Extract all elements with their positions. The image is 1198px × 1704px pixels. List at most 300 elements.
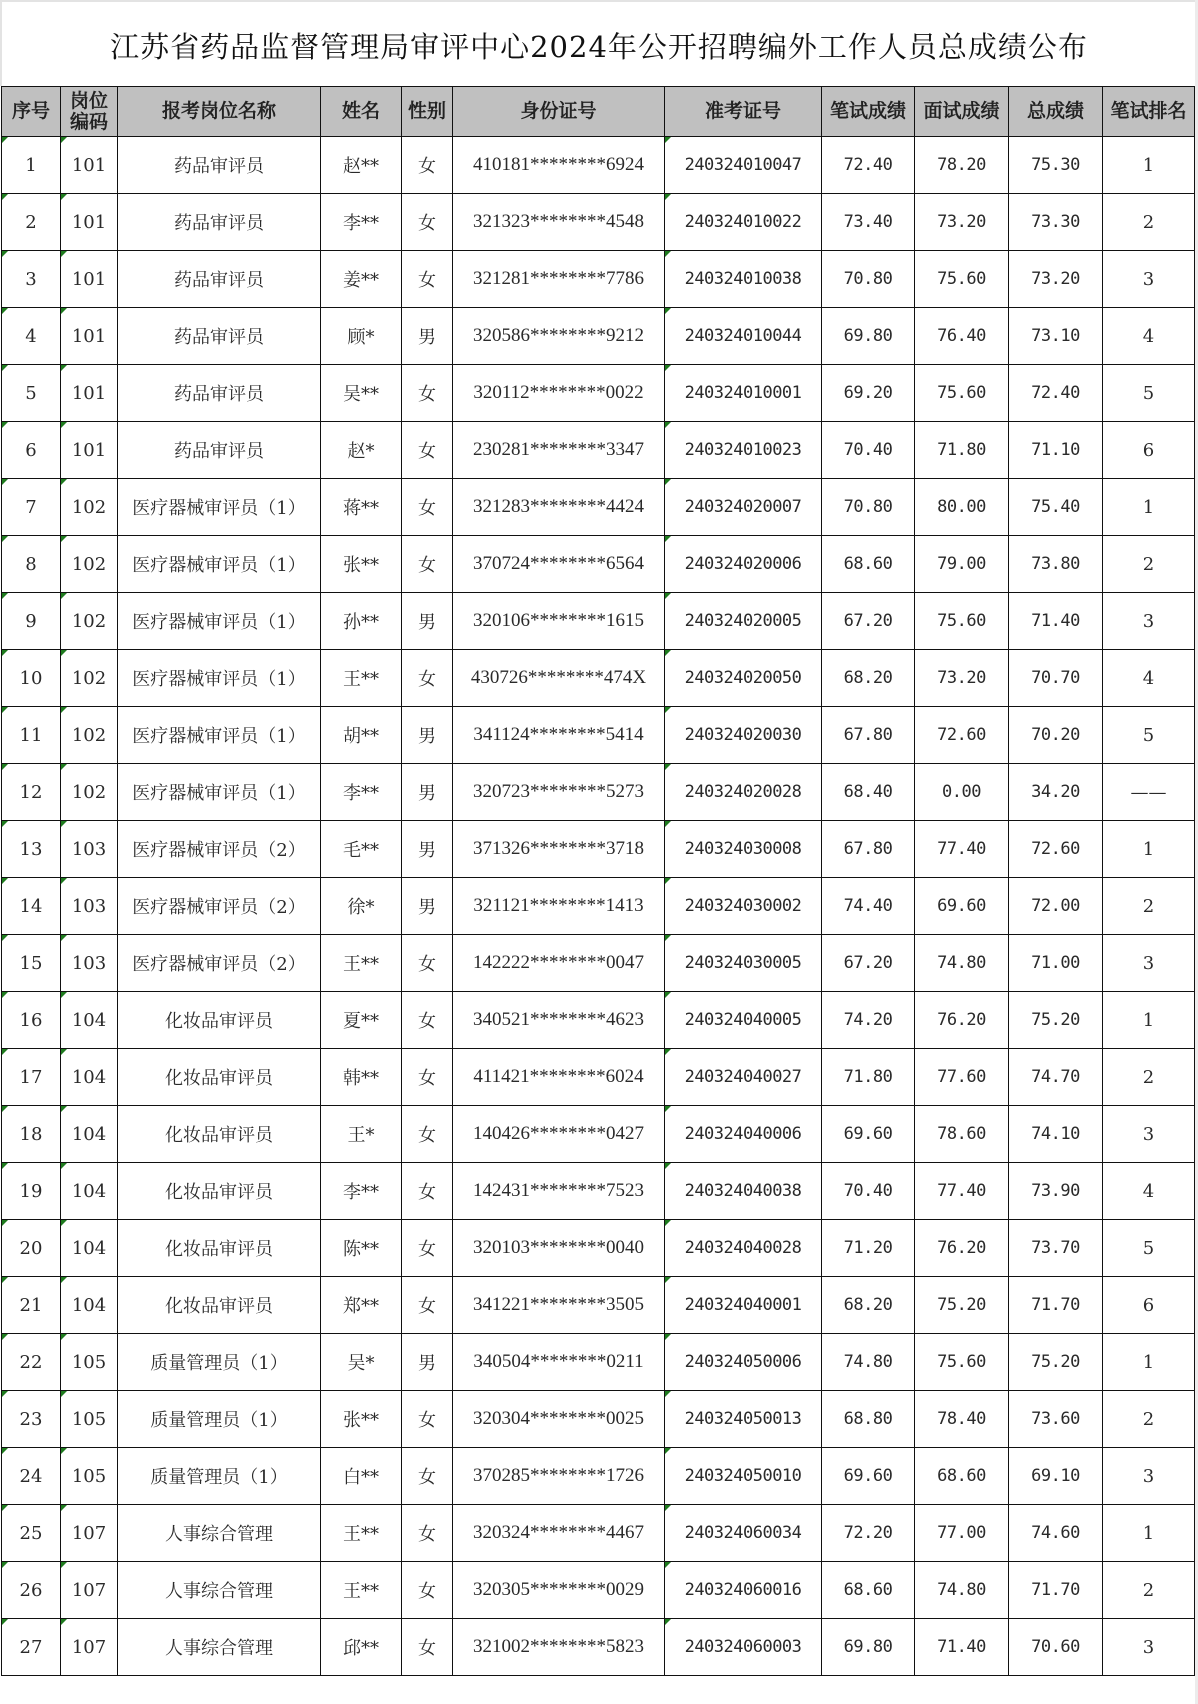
cell-interview-score[interactable]: 76.40 [915,308,1009,365]
cell-name[interactable]: 姜** [321,251,402,308]
cell-written-score[interactable]: 68.60 [822,1562,915,1619]
cell-position-name[interactable]: 化妆品审评员 [118,1049,321,1106]
cell-written-score[interactable]: 74.40 [822,878,915,935]
cell-written-rank[interactable]: 3 [1103,251,1195,308]
cell-gender[interactable]: 女 [402,1391,453,1448]
cell-ticket-number[interactable]: 240324050010 [665,1448,822,1505]
cell-written-score[interactable]: 68.40 [822,764,915,821]
cell-name[interactable]: 韩** [321,1049,402,1106]
cell-written-score[interactable]: 71.80 [822,1049,915,1106]
cell-interview-score[interactable]: 73.20 [915,650,1009,707]
cell-name[interactable]: 李** [321,1163,402,1220]
cell-position-name[interactable]: 医疗器械审评员（1） [118,764,321,821]
cell-position-name[interactable]: 质量管理员（1） [118,1391,321,1448]
cell-ticket-number[interactable]: 240324050006 [665,1334,822,1391]
cell-gender[interactable]: 女 [402,536,453,593]
cell-gender[interactable]: 女 [402,1448,453,1505]
cell-written-rank[interactable]: 2 [1103,194,1195,251]
cell-gender[interactable]: 女 [402,935,453,992]
cell-total-score[interactable]: 71.00 [1009,935,1103,992]
cell-position-code[interactable]: 107 [61,1505,118,1562]
cell-written-rank[interactable]: 1 [1103,1505,1195,1562]
cell-total-score[interactable]: 72.40 [1009,365,1103,422]
cell-written-score[interactable]: 68.20 [822,1277,915,1334]
cell-gender[interactable]: 女 [402,422,453,479]
cell-position-name[interactable]: 人事综合管理 [118,1562,321,1619]
cell-position-name[interactable]: 药品审评员 [118,422,321,479]
cell-interview-score[interactable]: 68.60 [915,1448,1009,1505]
cell-seq[interactable]: 14 [2,878,61,935]
cell-name[interactable]: 王* [321,1106,402,1163]
cell-ticket-number[interactable]: 240324040005 [665,992,822,1049]
cell-gender[interactable]: 女 [402,365,453,422]
cell-written-rank[interactable]: 3 [1103,1106,1195,1163]
cell-written-score[interactable]: 67.80 [822,707,915,764]
cell-gender[interactable]: 男 [402,1334,453,1391]
cell-ticket-number[interactable]: 240324020030 [665,707,822,764]
cell-name[interactable]: 蒋** [321,479,402,536]
cell-seq[interactable]: 5 [2,365,61,422]
cell-position-name[interactable]: 化妆品审评员 [118,1106,321,1163]
cell-total-score[interactable]: 70.20 [1009,707,1103,764]
cell-position-code[interactable]: 104 [61,1106,118,1163]
cell-ticket-number[interactable]: 240324010023 [665,422,822,479]
cell-gender[interactable]: 男 [402,821,453,878]
cell-ticket-number[interactable]: 240324020006 [665,536,822,593]
cell-ticket-number[interactable]: 240324030002 [665,878,822,935]
header-ticket-number[interactable]: 准考证号 [665,87,822,137]
cell-id-number[interactable]: 320304********0025 [453,1391,665,1448]
cell-position-code[interactable]: 102 [61,707,118,764]
cell-seq[interactable]: 4 [2,308,61,365]
cell-position-code[interactable]: 102 [61,593,118,650]
cell-name[interactable]: 吴** [321,365,402,422]
cell-written-score[interactable]: 74.20 [822,992,915,1049]
cell-ticket-number[interactable]: 240324010044 [665,308,822,365]
cell-written-score[interactable]: 71.20 [822,1220,915,1277]
cell-interview-score[interactable]: 78.20 [915,137,1009,194]
cell-interview-score[interactable]: 79.00 [915,536,1009,593]
cell-total-score[interactable]: 73.20 [1009,251,1103,308]
header-written-rank[interactable]: 笔试排名 [1103,87,1195,137]
cell-position-name[interactable]: 药品审评员 [118,251,321,308]
cell-seq[interactable]: 27 [2,1619,61,1676]
cell-total-score[interactable]: 73.80 [1009,536,1103,593]
cell-name[interactable]: 张** [321,1391,402,1448]
cell-total-score[interactable]: 75.30 [1009,137,1103,194]
cell-ticket-number[interactable]: 240324040001 [665,1277,822,1334]
cell-position-name[interactable]: 质量管理员（1） [118,1448,321,1505]
cell-name[interactable]: 徐* [321,878,402,935]
cell-ticket-number[interactable]: 240324060034 [665,1505,822,1562]
cell-id-number[interactable]: 320586********9212 [453,308,665,365]
cell-interview-score[interactable]: 0.00 [915,764,1009,821]
cell-interview-score[interactable]: 76.20 [915,1220,1009,1277]
cell-written-score[interactable]: 67.20 [822,935,915,992]
cell-id-number[interactable]: 321283********4424 [453,479,665,536]
cell-written-score[interactable]: 74.80 [822,1334,915,1391]
cell-written-rank[interactable]: 3 [1103,1619,1195,1676]
header-interview-score[interactable]: 面试成绩 [915,87,1009,137]
cell-ticket-number[interactable]: 240324010022 [665,194,822,251]
cell-seq[interactable]: 25 [2,1505,61,1562]
cell-interview-score[interactable]: 74.80 [915,1562,1009,1619]
cell-total-score[interactable]: 34.20 [1009,764,1103,821]
cell-position-code[interactable]: 105 [61,1334,118,1391]
cell-id-number[interactable]: 321002********5823 [453,1619,665,1676]
cell-written-rank[interactable]: —— [1103,764,1195,821]
cell-interview-score[interactable]: 69.60 [915,878,1009,935]
cell-total-score[interactable]: 70.60 [1009,1619,1103,1676]
cell-name[interactable]: 王** [321,1562,402,1619]
cell-name[interactable]: 吴* [321,1334,402,1391]
cell-total-score[interactable]: 71.10 [1009,422,1103,479]
cell-ticket-number[interactable]: 240324030008 [665,821,822,878]
cell-id-number[interactable]: 142431********7523 [453,1163,665,1220]
cell-gender[interactable]: 女 [402,1163,453,1220]
cell-seq[interactable]: 23 [2,1391,61,1448]
cell-ticket-number[interactable]: 240324050013 [665,1391,822,1448]
cell-position-name[interactable]: 医疗器械审评员（1） [118,479,321,536]
cell-position-code[interactable]: 107 [61,1619,118,1676]
cell-ticket-number[interactable]: 240324040038 [665,1163,822,1220]
cell-written-rank[interactable]: 3 [1103,935,1195,992]
cell-position-code[interactable]: 103 [61,935,118,992]
cell-gender[interactable]: 男 [402,593,453,650]
cell-total-score[interactable]: 69.10 [1009,1448,1103,1505]
cell-position-code[interactable]: 105 [61,1391,118,1448]
cell-interview-score[interactable]: 77.40 [915,1163,1009,1220]
cell-position-code[interactable]: 101 [61,308,118,365]
cell-position-code[interactable]: 104 [61,992,118,1049]
cell-id-number[interactable]: 340521********4623 [453,992,665,1049]
cell-position-name[interactable]: 质量管理员（1） [118,1334,321,1391]
cell-ticket-number[interactable]: 240324040028 [665,1220,822,1277]
cell-seq[interactable]: 18 [2,1106,61,1163]
cell-name[interactable]: 赵** [321,137,402,194]
cell-position-code[interactable]: 105 [61,1448,118,1505]
cell-seq[interactable]: 17 [2,1049,61,1106]
header-position-code[interactable] [61,87,118,137]
cell-gender[interactable]: 女 [402,1220,453,1277]
cell-interview-score[interactable]: 71.40 [915,1619,1009,1676]
cell-written-score[interactable]: 68.60 [822,536,915,593]
cell-position-code[interactable]: 101 [61,194,118,251]
cell-position-code[interactable]: 101 [61,137,118,194]
cell-position-name[interactable]: 医疗器械审评员（1） [118,707,321,764]
cell-position-code[interactable]: 101 [61,365,118,422]
cell-ticket-number[interactable]: 240324060003 [665,1619,822,1676]
cell-total-score[interactable]: 71.70 [1009,1562,1103,1619]
cell-written-score[interactable]: 70.80 [822,479,915,536]
cell-name[interactable]: 毛** [321,821,402,878]
cell-interview-score[interactable]: 77.40 [915,821,1009,878]
cell-position-name[interactable]: 人事综合管理 [118,1505,321,1562]
cell-id-number[interactable]: 340504********0211 [453,1334,665,1391]
cell-written-rank[interactable]: 2 [1103,1391,1195,1448]
cell-seq[interactable]: 13 [2,821,61,878]
cell-id-number[interactable]: 370724********6564 [453,536,665,593]
cell-interview-score[interactable]: 76.20 [915,992,1009,1049]
cell-name[interactable]: 张** [321,536,402,593]
cell-gender[interactable]: 女 [402,1049,453,1106]
cell-total-score[interactable]: 75.20 [1009,1334,1103,1391]
cell-written-rank[interactable]: 1 [1103,1334,1195,1391]
cell-id-number[interactable]: 370285********1726 [453,1448,665,1505]
cell-name[interactable]: 王** [321,1505,402,1562]
cell-written-rank[interactable]: 2 [1103,536,1195,593]
cell-written-rank[interactable]: 1 [1103,137,1195,194]
cell-written-rank[interactable]: 1 [1103,479,1195,536]
cell-position-code[interactable]: 104 [61,1220,118,1277]
cell-gender[interactable]: 女 [402,1505,453,1562]
cell-ticket-number[interactable]: 240324010001 [665,365,822,422]
cell-seq[interactable]: 19 [2,1163,61,1220]
cell-gender[interactable]: 女 [402,194,453,251]
cell-written-score[interactable]: 68.20 [822,650,915,707]
cell-written-rank[interactable]: 2 [1103,878,1195,935]
cell-total-score[interactable]: 73.90 [1009,1163,1103,1220]
cell-written-score[interactable]: 69.20 [822,365,915,422]
cell-gender[interactable]: 女 [402,479,453,536]
cell-seq[interactable]: 26 [2,1562,61,1619]
cell-position-name[interactable]: 医疗器械审评员（1） [118,536,321,593]
cell-written-rank[interactable]: 2 [1103,1562,1195,1619]
cell-position-name[interactable]: 医疗器械审评员（1） [118,593,321,650]
cell-seq[interactable]: 9 [2,593,61,650]
cell-written-rank[interactable]: 4 [1103,1163,1195,1220]
cell-id-number[interactable]: 320305********0029 [453,1562,665,1619]
cell-id-number[interactable]: 321121********1413 [453,878,665,935]
cell-seq[interactable]: 7 [2,479,61,536]
cell-total-score[interactable]: 74.70 [1009,1049,1103,1106]
cell-total-score[interactable]: 71.70 [1009,1277,1103,1334]
header-position-name[interactable]: 报考岗位名称 [118,87,321,137]
cell-id-number[interactable]: 371326********3718 [453,821,665,878]
cell-written-score[interactable]: 70.40 [822,1163,915,1220]
cell-id-number[interactable]: 341124********5414 [453,707,665,764]
cell-gender[interactable]: 女 [402,650,453,707]
cell-gender[interactable]: 女 [402,1562,453,1619]
cell-id-number[interactable]: 411421********6024 [453,1049,665,1106]
cell-interview-score[interactable]: 80.00 [915,479,1009,536]
cell-seq[interactable]: 3 [2,251,61,308]
cell-written-score[interactable]: 69.80 [822,1619,915,1676]
cell-ticket-number[interactable]: 240324040006 [665,1106,822,1163]
cell-position-code[interactable]: 103 [61,821,118,878]
header-seq[interactable]: 序号 [2,87,61,137]
cell-written-score[interactable]: 70.40 [822,422,915,479]
cell-gender[interactable]: 女 [402,1277,453,1334]
cell-position-name[interactable]: 化妆品审评员 [118,1220,321,1277]
header-id-number[interactable]: 身份证号 [453,87,665,137]
cell-name[interactable]: 王** [321,935,402,992]
cell-interview-score[interactable]: 75.20 [915,1277,1009,1334]
cell-written-score[interactable]: 68.80 [822,1391,915,1448]
cell-total-score[interactable]: 72.00 [1009,878,1103,935]
cell-ticket-number[interactable]: 240324020007 [665,479,822,536]
cell-gender[interactable]: 女 [402,137,453,194]
cell-seq[interactable]: 6 [2,422,61,479]
cell-written-rank[interactable]: 6 [1103,1277,1195,1334]
cell-total-score[interactable]: 73.70 [1009,1220,1103,1277]
cell-interview-score[interactable]: 77.00 [915,1505,1009,1562]
cell-interview-score[interactable]: 75.60 [915,593,1009,650]
cell-ticket-number[interactable]: 240324040027 [665,1049,822,1106]
cell-ticket-number[interactable]: 240324020050 [665,650,822,707]
cell-name[interactable]: 顾* [321,308,402,365]
cell-seq[interactable]: 16 [2,992,61,1049]
cell-total-score[interactable]: 70.70 [1009,650,1103,707]
cell-position-name[interactable]: 化妆品审评员 [118,1277,321,1334]
cell-written-score[interactable]: 67.80 [822,821,915,878]
cell-gender[interactable]: 男 [402,308,453,365]
cell-ticket-number[interactable]: 240324010038 [665,251,822,308]
cell-written-rank[interactable]: 1 [1103,821,1195,878]
cell-seq[interactable]: 11 [2,707,61,764]
cell-position-name[interactable]: 医疗器械审评员（1） [118,650,321,707]
cell-seq[interactable]: 20 [2,1220,61,1277]
cell-written-rank[interactable]: 6 [1103,422,1195,479]
cell-seq[interactable]: 22 [2,1334,61,1391]
cell-name[interactable]: 陈** [321,1220,402,1277]
cell-id-number[interactable]: 140426********0427 [453,1106,665,1163]
cell-position-name[interactable]: 医疗器械审评员（2） [118,935,321,992]
cell-interview-score[interactable]: 72.60 [915,707,1009,764]
cell-interview-score[interactable]: 75.60 [915,251,1009,308]
cell-id-number[interactable]: 142222********0047 [453,935,665,992]
cell-written-rank[interactable]: 2 [1103,1049,1195,1106]
cell-id-number[interactable]: 410181********6924 [453,137,665,194]
cell-seq[interactable]: 8 [2,536,61,593]
cell-interview-score[interactable]: 74.80 [915,935,1009,992]
cell-gender[interactable]: 男 [402,707,453,764]
cell-position-name[interactable]: 药品审评员 [118,137,321,194]
cell-seq[interactable]: 10 [2,650,61,707]
cell-position-code[interactable]: 102 [61,536,118,593]
cell-position-name[interactable]: 化妆品审评员 [118,1163,321,1220]
header-gender[interactable]: 性别 [402,87,453,137]
cell-gender[interactable]: 男 [402,764,453,821]
cell-interview-score[interactable]: 75.60 [915,365,1009,422]
cell-written-rank[interactable]: 5 [1103,1220,1195,1277]
cell-written-rank[interactable]: 1 [1103,992,1195,1049]
cell-position-code[interactable]: 107 [61,1562,118,1619]
cell-written-rank[interactable]: 5 [1103,365,1195,422]
cell-position-code[interactable]: 101 [61,422,118,479]
cell-total-score[interactable]: 74.60 [1009,1505,1103,1562]
cell-total-score[interactable]: 73.60 [1009,1391,1103,1448]
cell-gender[interactable]: 男 [402,878,453,935]
cell-interview-score[interactable]: 73.20 [915,194,1009,251]
header-name[interactable]: 姓名 [321,87,402,137]
cell-seq[interactable]: 2 [2,194,61,251]
cell-id-number[interactable]: 320106********1615 [453,593,665,650]
cell-id-number[interactable]: 430726********474X [453,650,665,707]
cell-position-name[interactable]: 医疗器械审评员（2） [118,821,321,878]
cell-total-score[interactable]: 71.40 [1009,593,1103,650]
cell-name[interactable]: 夏** [321,992,402,1049]
cell-gender[interactable]: 女 [402,1619,453,1676]
cell-name[interactable]: 郑** [321,1277,402,1334]
cell-written-score[interactable]: 70.80 [822,251,915,308]
cell-name[interactable]: 赵* [321,422,402,479]
cell-total-score[interactable]: 73.30 [1009,194,1103,251]
cell-ticket-number[interactable]: 240324010047 [665,137,822,194]
cell-total-score[interactable]: 75.40 [1009,479,1103,536]
cell-written-score[interactable]: 67.20 [822,593,915,650]
cell-ticket-number[interactable]: 240324030005 [665,935,822,992]
cell-name[interactable]: 白** [321,1448,402,1505]
cell-id-number[interactable]: 341221********3505 [453,1277,665,1334]
cell-id-number[interactable]: 321281********7786 [453,251,665,308]
cell-written-rank[interactable]: 3 [1103,1448,1195,1505]
cell-gender[interactable]: 女 [402,992,453,1049]
cell-id-number[interactable]: 320103********0040 [453,1220,665,1277]
cell-position-code[interactable]: 102 [61,764,118,821]
cell-seq[interactable]: 24 [2,1448,61,1505]
cell-written-rank[interactable]: 3 [1103,593,1195,650]
header-total-score[interactable]: 总成绩 [1009,87,1103,137]
cell-ticket-number[interactable]: 240324020005 [665,593,822,650]
cell-written-score[interactable]: 69.80 [822,308,915,365]
cell-total-score[interactable]: 72.60 [1009,821,1103,878]
cell-written-score[interactable]: 73.40 [822,194,915,251]
cell-name[interactable]: 王** [321,650,402,707]
cell-id-number[interactable]: 320112********0022 [453,365,665,422]
cell-written-score[interactable]: 72.20 [822,1505,915,1562]
cell-position-code[interactable]: 102 [61,479,118,536]
cell-gender[interactable]: 女 [402,1106,453,1163]
cell-interview-score[interactable]: 71.80 [915,422,1009,479]
cell-written-rank[interactable]: 5 [1103,707,1195,764]
cell-seq[interactable]: 1 [2,137,61,194]
cell-written-rank[interactable]: 4 [1103,308,1195,365]
cell-name[interactable]: 李** [321,194,402,251]
cell-written-score[interactable]: 69.60 [822,1448,915,1505]
cell-interview-score[interactable]: 75.60 [915,1334,1009,1391]
cell-position-name[interactable]: 药品审评员 [118,365,321,422]
cell-position-name[interactable]: 药品审评员 [118,194,321,251]
cell-position-code[interactable]: 103 [61,878,118,935]
cell-ticket-number[interactable]: 240324020028 [665,764,822,821]
cell-written-score[interactable]: 69.60 [822,1106,915,1163]
cell-position-code[interactable]: 101 [61,251,118,308]
cell-written-score[interactable]: 72.40 [822,137,915,194]
cell-position-code[interactable]: 104 [61,1277,118,1334]
cell-id-number[interactable]: 321323********4548 [453,194,665,251]
cell-gender[interactable]: 女 [402,251,453,308]
cell-total-score[interactable]: 73.10 [1009,308,1103,365]
cell-interview-score[interactable]: 78.60 [915,1106,1009,1163]
cell-seq[interactable]: 12 [2,764,61,821]
cell-name[interactable]: 胡** [321,707,402,764]
cell-total-score[interactable]: 75.20 [1009,992,1103,1049]
cell-id-number[interactable]: 320324********4467 [453,1505,665,1562]
cell-id-number[interactable]: 230281********3347 [453,422,665,479]
cell-position-name[interactable]: 人事综合管理 [118,1619,321,1676]
cell-name[interactable]: 孙** [321,593,402,650]
cell-interview-score[interactable]: 78.40 [915,1391,1009,1448]
cell-position-name[interactable]: 医疗器械审评员（2） [118,878,321,935]
header-written-score[interactable]: 笔试成绩 [822,87,915,137]
cell-seq[interactable]: 21 [2,1277,61,1334]
cell-id-number[interactable]: 320723********5273 [453,764,665,821]
cell-written-rank[interactable]: 4 [1103,650,1195,707]
cell-interview-score[interactable]: 77.60 [915,1049,1009,1106]
cell-position-code[interactable]: 102 [61,650,118,707]
cell-seq[interactable]: 15 [2,935,61,992]
